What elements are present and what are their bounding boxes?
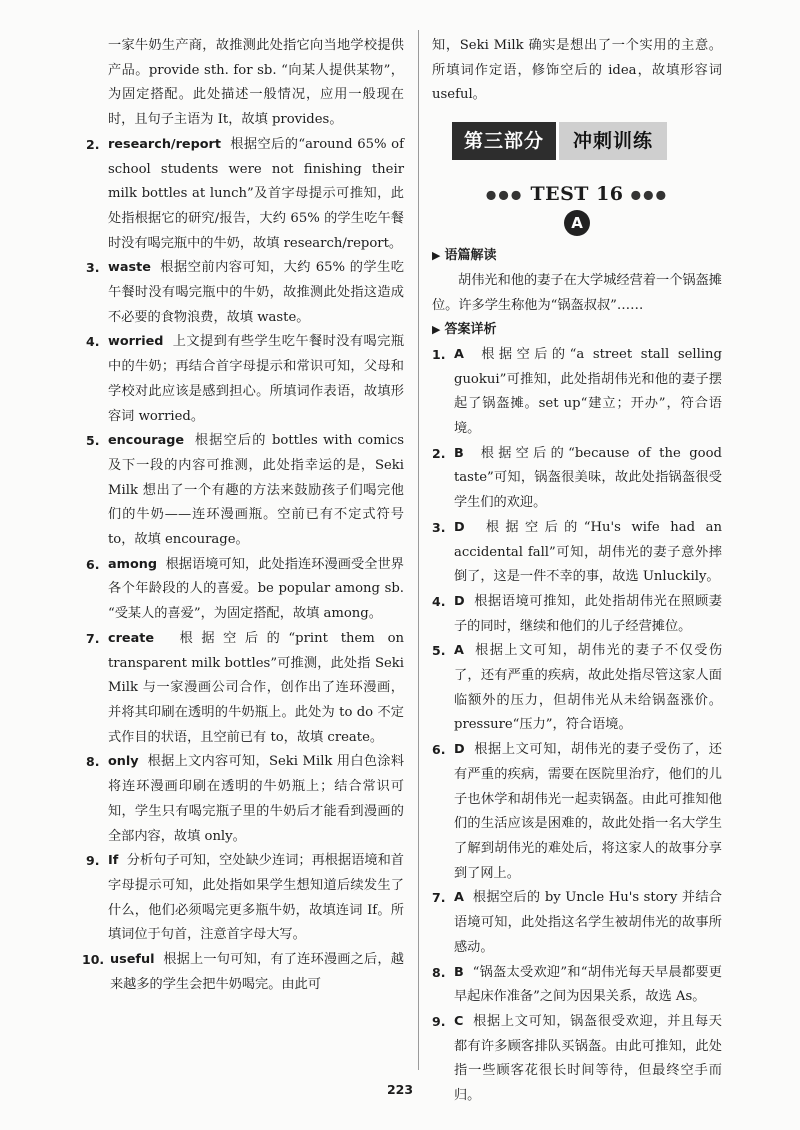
item-number: 8. bbox=[432, 964, 446, 980]
explanation: 根据空后的“print them on transparent milk bottles”可推测，此处指 Seki Milk 与一家漫画公司合作，创作出了连环漫画，并将其印刷在透明的牛奶瓶上。此处为 to do 不定式作目的状语，且空前已有 to，故填 create。 bbox=[108, 630, 405, 745]
answer-keyword: research/report bbox=[108, 136, 221, 152]
answer-keyword: among bbox=[108, 556, 158, 572]
explanation: 根据空前内容可知，大约 65% 的学生吃午餐时没有喝完瓶中的牛奶，故推测此处指这造成不必要的食物浪费，故填 waste。 bbox=[108, 260, 404, 325]
page-number: 223 bbox=[386, 1082, 414, 1097]
banner-part-label: 第三部分 bbox=[452, 122, 556, 160]
item-number: 6. bbox=[432, 742, 446, 758]
mc-answer-1 bbox=[432, 343, 722, 442]
explanation: 根据空后的“a street stall selling guokui”可推知，此处指胡伟光和他的妻子摆起了锅盔摊。set up“建立；开办”，符合语境。 bbox=[454, 346, 722, 437]
item-number: 5. bbox=[432, 643, 446, 659]
item-number: 9. bbox=[432, 1013, 446, 1029]
mc-answer-4 bbox=[432, 590, 722, 639]
answer-item-9 bbox=[86, 849, 404, 948]
explanation: 根据上一句可知，有了连环漫画之后，越来越多的学生会把牛奶喝完。由此可 bbox=[110, 952, 404, 992]
decor-dots-left: ●●● bbox=[485, 187, 524, 202]
answer-letter: D bbox=[454, 519, 465, 535]
item-number: 9. bbox=[86, 853, 100, 869]
answer-letter: C bbox=[454, 1013, 464, 1029]
answer-item-5 bbox=[86, 429, 404, 553]
answer-letter: B bbox=[454, 445, 464, 461]
explanation: 分析句子可知，空处缺少连词；再根据语境和首字母提示可知，此处指如果学生想知道后续发生了什么，他们必须喝完更多瓶牛奶，故填连词 If。所填词位于句首，注意首字母大写。 bbox=[108, 853, 404, 943]
explanation: 根据空后的“around 65% of school students were not finishing their milk bottles at lunch”及首字母提示可推知，此处指根据它的研究/报告，大约 65% 的学生吃午餐时没有喝完瓶中的牛奶，故填 research/report。 bbox=[108, 136, 404, 251]
answer-item-2 bbox=[86, 133, 404, 257]
test-title: TEST 16 bbox=[530, 183, 624, 206]
item-number: 5. bbox=[86, 433, 100, 449]
explanation: 根据空后的“Hu's wife had an accidental fall”可知，胡伟光的妻子意外摔倒了，这是一件不幸的事，故选 Unluckily。 bbox=[454, 519, 722, 585]
item-number: 6. bbox=[86, 556, 100, 572]
item-number: 4. bbox=[86, 334, 100, 350]
item-number: 2. bbox=[432, 445, 446, 461]
item-number: 1. bbox=[432, 346, 446, 362]
answer-keyword: only bbox=[108, 754, 139, 770]
overview-paragraph: 胡伟光和他的妻子在大学城经营着一个锅盔摊位。许多学生称他为“锅盔叔叔”…… bbox=[432, 272, 722, 313]
explanation: 根据上文可知，胡伟光的妻子不仅受伤了，还有严重的疾病，故此处指尽管这家人面临额外的压力，但胡伟光从未给锅盔涨价。pressure“压力”，符合语境。 bbox=[454, 643, 723, 733]
answers-heading bbox=[432, 318, 722, 343]
explanation: “锅盔太受欢迎”和“胡伟光每天早晨都要更早起床作准备”之间为因果关系，故选 As。 bbox=[454, 964, 722, 1005]
explanation: 根据上文可知，锅盔很受欢迎，并且每天都有许多顾客排队买锅盔。由此可推知，此处指一些顾客花很长时间等待，但最终空手而归。 bbox=[454, 1013, 722, 1104]
answer-keyword: useful bbox=[110, 952, 155, 968]
answer-letter: B bbox=[454, 964, 464, 980]
answer-letter: A bbox=[454, 643, 464, 659]
answer-letter: D bbox=[454, 593, 465, 609]
explanation: 根据空后的 bottles with comics 及下一段的内容可推测，此处指幸运的是，Seki Milk 想出了一个有趣的方法来鼓励孩子们喝完他们的牛奶——连环漫画瓶。空前已有不定式符号 to，故填 encourage。 bbox=[108, 433, 404, 548]
explanation: 根据空后的“because of the good taste”可知，锅盔很美味，故此处指锅盔很受学生们的欢迎。 bbox=[454, 445, 722, 511]
explanation: 根据语境可推知，此处指胡伟光在照顾妻子的同时，继续和他们的儿子经营摊位。 bbox=[454, 593, 722, 634]
section-banner bbox=[452, 122, 722, 160]
decor-dots-right: ●●● bbox=[630, 187, 669, 202]
mc-answer-7 bbox=[432, 886, 722, 960]
mc-answer-5 bbox=[432, 639, 722, 738]
item-10-continuation: 知，Seki Milk 确实是想出了一个实用的主意。所填词作定语，修饰空后的 idea，故填形容词 useful。 bbox=[432, 38, 722, 103]
explanation: 根据上文可知，胡伟光的妻子受伤了，还有严重的疾病，需要在医院里治疗，他们的儿子也休学和胡伟光一起卖锅盔。由此可推知他们的生活应该是困难的，故此处指一名大学生了解到胡伟光的难处后，将这家人的故事分享到了网上。 bbox=[454, 742, 722, 881]
mc-answer-3 bbox=[432, 516, 722, 590]
explanation: 根据语境可知，此处指连环漫画受全世界各个年龄段的人的喜爱。be popular among sb. “受某人的喜爱”，为固定搭配，故填 among。 bbox=[108, 556, 404, 622]
triangle-arrow-icon: ▶ bbox=[432, 249, 441, 263]
item-number: 7. bbox=[86, 630, 100, 646]
banner-title: 冲刺训练 bbox=[556, 122, 667, 160]
answer-keyword: create bbox=[108, 630, 155, 646]
answer-letter: A bbox=[454, 890, 464, 906]
answer-item-7 bbox=[86, 627, 404, 751]
mc-answer-8 bbox=[432, 961, 722, 1010]
answer-item-8 bbox=[86, 750, 404, 849]
passage-letter-badge: A bbox=[564, 210, 590, 236]
item-number: 3. bbox=[432, 519, 446, 535]
mc-answer-2 bbox=[432, 442, 722, 516]
right-column bbox=[432, 34, 722, 1109]
explanation: 上文提到有些学生吃午餐时没有喝完瓶中的牛奶；再结合首字母提示和常识可知，父母和学校对此应该是感到担心。所填词作表语，故填形容词 worried。 bbox=[108, 334, 405, 424]
left-column bbox=[82, 34, 405, 997]
answer-item-3 bbox=[86, 256, 404, 330]
answer-item-4 bbox=[86, 330, 404, 429]
answer-item-6 bbox=[86, 553, 404, 627]
test-heading bbox=[432, 182, 722, 208]
overview-heading bbox=[432, 244, 722, 269]
passage-marker bbox=[432, 210, 722, 244]
item-number: 10. bbox=[82, 952, 105, 968]
item-number: 4. bbox=[432, 593, 446, 609]
item-number: 7. bbox=[432, 890, 446, 906]
answer-keyword: waste bbox=[108, 260, 151, 276]
triangle-arrow-icon: ▶ bbox=[432, 323, 441, 337]
item-number: 8. bbox=[86, 754, 100, 770]
answer-letter: D bbox=[454, 742, 465, 758]
answer-keyword: If bbox=[108, 853, 119, 869]
answer-item-10 bbox=[82, 948, 404, 997]
item-1-continuation: 一家牛奶生产商，故推测此处指它向当地学校提供产品。provide sth. for sb. “向某人提供某物”，为固定搭配。此处描述一般情况，应用一般现在时，且句子主语为 It，故填 provides。 bbox=[108, 38, 404, 128]
explanation: 根据上文内容可知，Seki Milk 用白色涂料将连环漫画印刷在透明的牛奶瓶上；结合常识可知，学生只有喝完瓶子里的牛奶后才能看到漫画的全部内容，故填 only。 bbox=[108, 754, 405, 844]
answer-keyword: worried bbox=[108, 334, 164, 350]
answers-heading-text: 答案详析 bbox=[444, 322, 497, 338]
column-divider bbox=[418, 30, 419, 1070]
mc-answer-6 bbox=[432, 738, 722, 886]
item-number: 3. bbox=[86, 260, 100, 276]
item-number: 2. bbox=[86, 136, 100, 152]
answer-letter: A bbox=[454, 346, 464, 362]
answer-keyword: encourage bbox=[108, 433, 185, 449]
explanation: 根据空后的 by Uncle Hu's story 并结合语境可知，此处指这名学生被胡伟光的故事所感动。 bbox=[454, 890, 722, 955]
overview-heading-text: 语篇解读 bbox=[444, 248, 497, 264]
